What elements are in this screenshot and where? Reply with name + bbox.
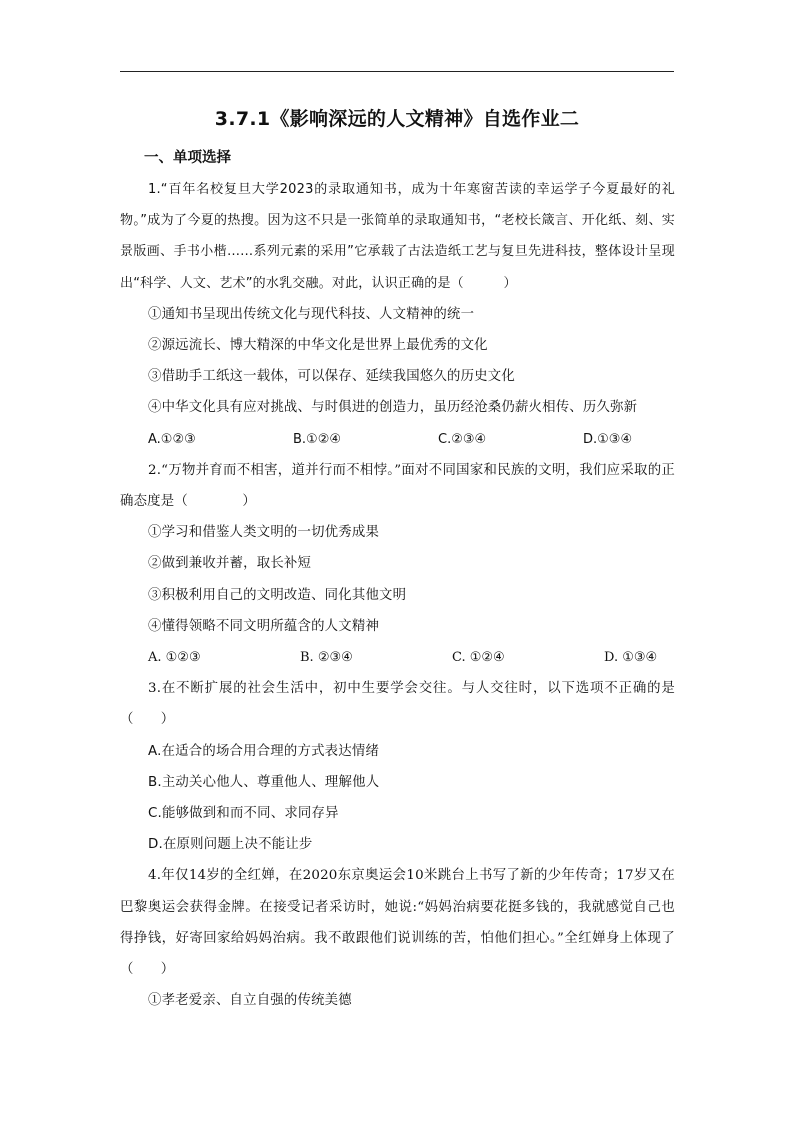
question-1-choices [120, 424, 675, 455]
question-3-option-d[interactable]: D.在原则问题上决不能让步 [148, 837, 313, 853]
section-heading: 一、单项选择 [144, 150, 231, 166]
question-1-statement-3: ③借助手工纸这一载体，可以保存、延续我国悠久的历史文化 [148, 369, 515, 385]
question-2-statement-1: ①学习和借鉴人类文明的一切优秀成果 [148, 525, 380, 541]
header-rule [120, 71, 674, 72]
question-2-choice-c[interactable]: C. ①②④ [452, 650, 505, 666]
question-3-option-a[interactable]: A.在适合的场合用合理的方式表达情绪 [148, 743, 380, 759]
question-2-choices [120, 642, 675, 673]
question-4-statement-1: ①孝老爱亲、自立自强的传统美德 [148, 993, 352, 1009]
question-2-statement-3: ③积极利用自己的文明改造、同化其他文明 [148, 587, 407, 603]
question-1-statement-2: ②源远流长、博大精深的中华文化是世界上最优秀的文化 [148, 338, 488, 354]
question-1-stem: 1.“百年名校复旦大学2023的录取通知书，成为十年寒窗苦读的幸运学子今夏最好的礼物。”成为了今夏的热搜。因为这不只是一张简单的录取通知书，“老校长箴言、开化纸、刻、实景版画、手书小楷……系列元素的采用”它承载了古法造纸工艺与复旦先进科技，整体设计呈现出“科学、人文、艺术”的水乳交融。对此，认识正确的是（ ） [120, 182, 675, 291]
question-3-option-c[interactable]: C.能够做到和而不同、求同存异 [148, 806, 339, 822]
question-1-choice-d[interactable]: D.①③④ [583, 431, 633, 447]
page-title: 3.7.1《影响深远的人文精神》自选作业二 [214, 108, 580, 130]
question-2-statement-4: ④懂得领略不同文明所蕴含的人文精神 [148, 618, 380, 634]
question-1-choice-c[interactable]: C.②③④ [438, 431, 487, 447]
question-1-statement-1: ①通知书呈现出传统文化与现代科技、人文精神的统一 [148, 306, 475, 322]
question-2-choice-a[interactable]: A. ①②③ [148, 650, 201, 666]
question-2-statement-2: ②做到兼收并蓄，取长补短 [148, 556, 312, 572]
question-3-stem: 3.在不断扩展的社会生活中，初中生要学会交往。与人交往时，以下选项不正确的是（ ） [120, 681, 675, 728]
question-4-stem: 4.年仅14岁的全红婵，在2020东京奥运会10米跳台上书写了新的少年传奇；17岁又在巴黎奥运会获得金牌。在接受记者采访时，她说:“妈妈治病要花挺多钱的，我就感觉自己也得挣钱，好寄回家给妈妈治病。我不敢跟他们说训练的苦，怕他们担心。”全红婵身上体现了（ ） [120, 868, 675, 978]
question-1-choice-a[interactable]: A.①②③ [148, 431, 196, 447]
questions-body [120, 174, 675, 1016]
question-2-stem: 2.“万物并育而不相害，道并行而不相悖。”面对不同国家和民族的文明，我们应采取的正确态度是（ ） [120, 462, 675, 510]
question-1-statement-4: ④中华文化具有应对挑战、与时俱进的创造力，虽历经沧桑仍薪火相传、历久弥新 [148, 400, 638, 416]
question-2-choice-b[interactable]: B. ②③④ [300, 650, 353, 666]
question-3-option-b[interactable]: B.主动关心他人、尊重他人、理解他人 [148, 774, 380, 790]
question-1-choice-b[interactable]: B.①②④ [293, 431, 342, 447]
question-2-choice-d[interactable]: D. ①③④ [604, 650, 658, 666]
